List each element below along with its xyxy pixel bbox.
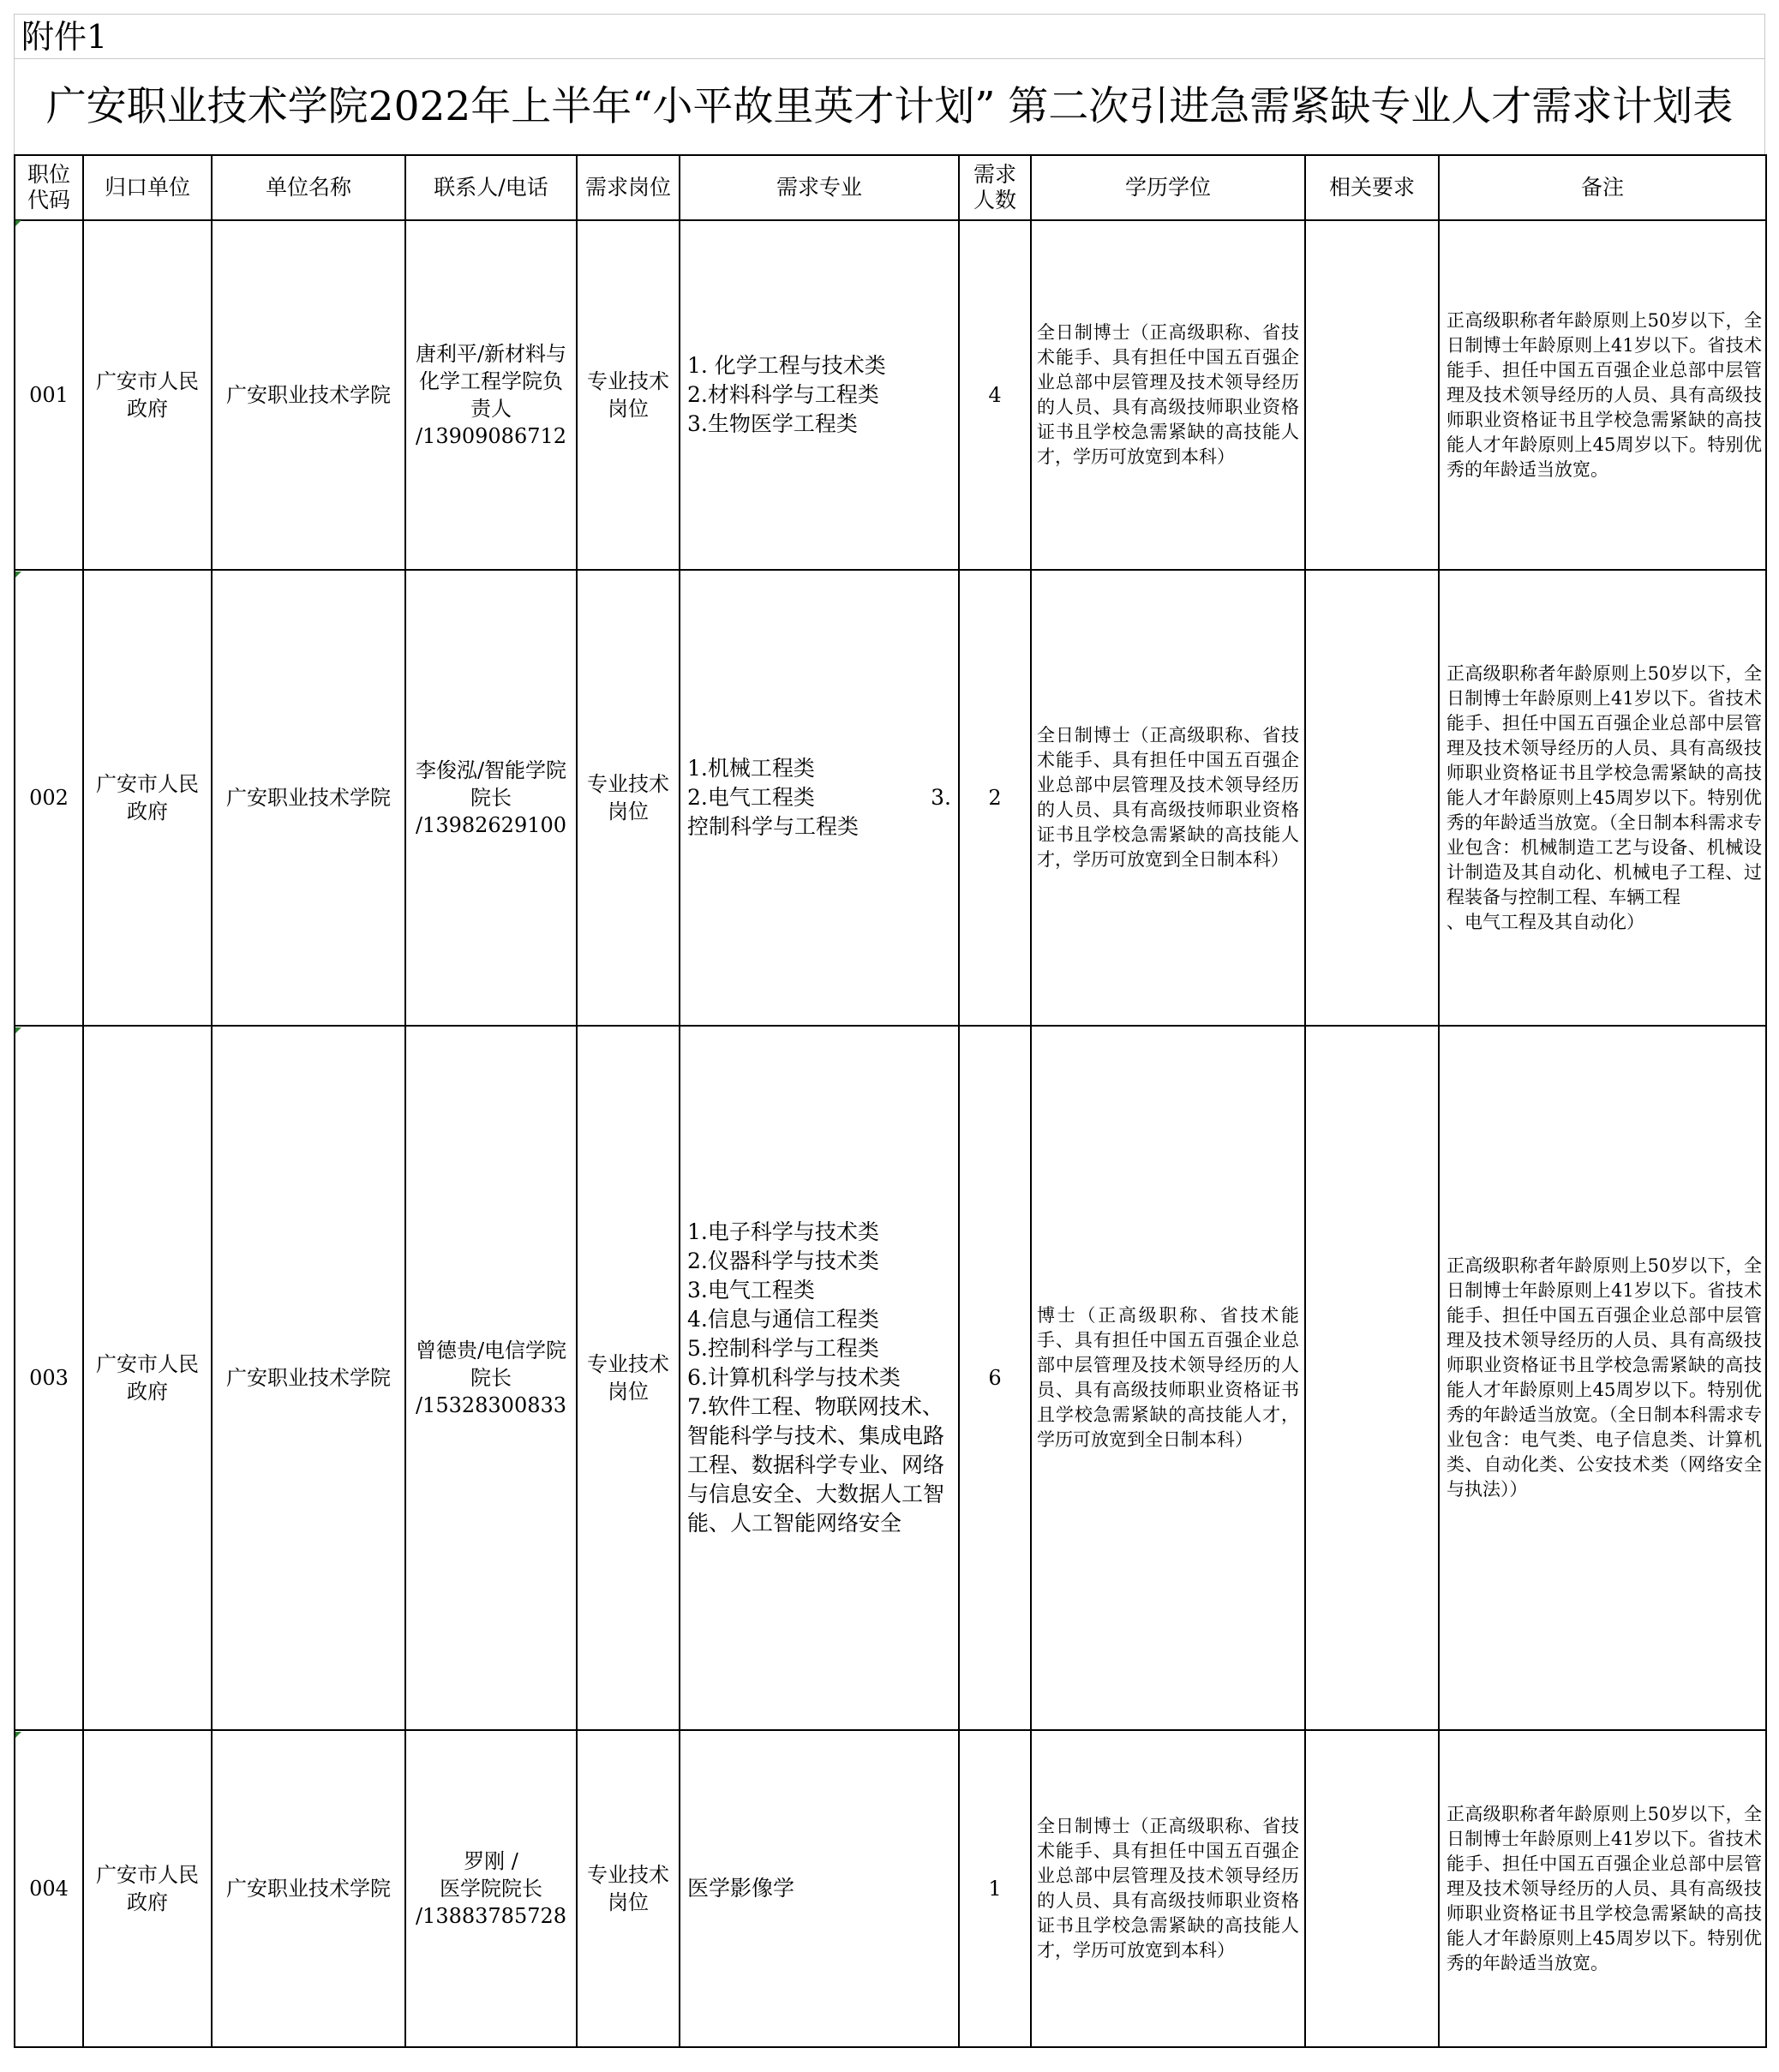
cell-contact-line: 李俊泓/智能学院 [415,758,567,782]
cell-post[interactable] [577,570,680,1026]
major-item: 医学影像学 [687,1876,795,1901]
cell-major[interactable] [680,220,959,570]
header-major[interactable]: 需求专业 [680,155,959,220]
cell-note[interactable]: 正高级职称者年龄原则上50岁以下，全日制博士年龄原则上41岁以下。省技术能手、担任中国五百强企业总部中层管理及技术领导经历的人员、具有高级技师职业资格证书且学校急需紧缺的高技能人才年龄原则上45周岁以下。特别优秀的年龄适当放宽。 [1439,220,1766,570]
header-count[interactable] [959,155,1031,220]
major-item: 4.信息与通信工程类 [687,1307,879,1332]
header-code-line2: 代码 [27,188,70,213]
cell-contact[interactable] [405,1026,577,1730]
major-item: 1.电子科学与技术类 [687,1219,879,1244]
header-contact[interactable]: 联系人/电话 [405,155,577,220]
cell-unit-line: 广安市人民 [96,1352,199,1376]
cell-req[interactable] [1305,570,1439,1026]
cell-count[interactable]: 1 [959,1730,1031,2047]
table-row [15,1026,1766,1730]
cell-code[interactable]: 004 [15,1730,83,2047]
cell-note[interactable] [1439,570,1766,1026]
cell-post-line: 岗位 [608,397,649,421]
header-post[interactable]: 需求岗位 [577,155,680,220]
cell-unit-line: 广安市人民 [96,369,199,393]
major-item: 2.材料科学与工程类 [687,382,879,407]
cell-edu[interactable]: 博士（正高级职称、省技术能手、具有担任中国五百强企业总部中层管理及技术领导经历的人员、具有高级技师职业资格证书且学校急需紧缺的高技能人才，学历可放宽到全日制本科） [1031,1026,1305,1730]
cell-contact-line: /13909086712 [415,424,567,448]
major-item: 1. 化学工程与技术类 [687,353,886,378]
cell-post-line: 专业技术 [587,1863,669,1887]
major-item: 1.机械工程类 [687,756,815,781]
major-item: 6.计算机科学与技术类 [687,1365,901,1390]
cell-unit-line: 政府 [127,397,168,421]
cell-contact-line: 院长 [470,786,512,810]
cell-code[interactable]: 003 [15,1026,83,1730]
cell-post[interactable] [577,1730,680,2047]
cell-contact[interactable] [405,1730,577,2047]
cell-name[interactable]: 广安职业技术学院 [212,570,405,1026]
note-text-tail: 、电气工程及其自动化） [1447,911,1644,932]
major-item: 3.生物医学工程类 [687,411,858,436]
cell-req[interactable] [1305,1026,1439,1730]
header-count-line1: 需求 [973,162,1016,187]
cell-edu[interactable]: 全日制博士（正高级职称、省技术能手、具有担任中国五百强企业总部中层管理及技术领导经历的人员、具有高级技师职业资格证书且学校急需紧缺的高技能人才，学历可放宽到本科） [1031,220,1305,570]
cell-contact-line: 唐利平/新材料与 [415,342,567,366]
header-code[interactable] [15,155,83,220]
cell-contact-line: 曾德贵/电信学院 [415,1338,567,1362]
cell-name[interactable]: 广安职业技术学院 [212,1730,405,2047]
cell-req[interactable] [1305,220,1439,570]
cell-post-line: 岗位 [608,1380,649,1404]
cell-post[interactable] [577,220,680,570]
cell-unit-line: 政府 [127,1890,168,1914]
cell-post-line: 专业技术 [587,369,669,393]
cell-name[interactable]: 广安职业技术学院 [212,220,405,570]
major-item-suffix: 3. [931,785,951,810]
header-code-line1: 职位 [27,162,70,187]
cell-major[interactable] [680,1026,959,1730]
cell-contact-line: /13982629100 [415,813,567,837]
cell-post[interactable] [577,1026,680,1730]
major-item: 7.软件工程、物联网技术、智能科学与技术、集成电路工程、数据科学专业、网络与信息安全、大数据人工智能、人工智能网络安全 [687,1394,945,1536]
cell-note[interactable]: 正高级职称者年龄原则上50岁以下，全日制博士年龄原则上41岁以下。省技术能手、担任中国五百强企业总部中层管理及技术领导经历的人员、具有高级技师职业资格证书且学校急需紧缺的高技能人才年龄原则上45周岁以下。特别优秀的年龄适当放宽。 [1439,1730,1766,2047]
major-item: 3.电气工程类 [687,1278,815,1302]
cell-unit-line: 政府 [127,799,168,823]
cell-edu[interactable]: 全日制博士（正高级职称、省技术能手、具有担任中国五百强企业总部中层管理及技术领导经历的人员、具有高级技师职业资格证书且学校急需紧缺的高技能人才，学历可放宽到本科） [1031,1730,1305,2047]
header-edu[interactable]: 学历学位 [1031,155,1305,220]
cell-code[interactable]: 002 [15,570,83,1026]
cell-contact-line: 医学院院长 [440,1877,542,1901]
cell-count[interactable]: 4 [959,220,1031,570]
cell-unit-line: 广安市人民 [96,772,199,796]
cell-unit-line: 政府 [127,1380,168,1404]
cell-req[interactable] [1305,1730,1439,2047]
cell-contact-line: 责人 [470,397,512,421]
cell-note[interactable]: 正高级职称者年龄原则上50岁以下，全日制博士年龄原则上41岁以下。省技术能手、担任中国五百强企业总部中层管理及技术领导经历的人员、具有高级技师职业资格证书且学校急需紧缺的高技能人才年龄原则上45周岁以下。特别优秀的年龄适当放宽。（全日制本科需求专业包含：电气类、电子信息类、计算机类、自动化类、公安技术类（网络安全与执法）） [1439,1026,1766,1730]
cell-code[interactable]: 001 [15,220,83,570]
cell-post-line: 专业技术 [587,1352,669,1376]
cell-major[interactable] [680,570,959,1026]
cell-unit[interactable] [83,220,212,570]
cell-contact-line: /13883785728 [415,1904,567,1928]
cell-post-line: 专业技术 [587,772,669,796]
cell-unit[interactable] [83,1730,212,2047]
cell-contact-line: /15328300833 [415,1393,567,1417]
cell-major[interactable] [680,1730,959,2047]
cell-unit-line: 广安市人民 [96,1863,199,1887]
cell-contact-line: 罗刚 / [464,1849,518,1873]
comment-marker-icon [15,1027,21,1033]
comment-marker-icon [15,572,21,578]
cell-contact-line: 化学工程学院负 [419,369,563,393]
cell-unit[interactable] [83,570,212,1026]
recruitment-table [14,154,1767,2048]
table-row [15,220,1766,570]
table-row [15,570,1766,1026]
cell-count[interactable]: 6 [959,1026,1031,1730]
note-text: 正高级职称者年龄原则上50岁以下，全日制博士年龄原则上41岁以下。省技术能手、担任中国五百强企业总部中层管理及技术领导经历的人员、具有高级技师职业资格证书且学校急需紧缺的高技能人才年龄原则上45周岁以下。特别优秀的年龄适当放宽。（全日制本科需求专业包含：机械制造工艺与设备、机械设计制造及其自动化、机械电子工程、过程装备与控制工程、车辆工程 [1447,662,1762,907]
cell-edu[interactable]: 全日制博士（正高级职称、省技术能手、具有担任中国五百强企业总部中层管理及技术领导经历的人员、具有高级技师职业资格证书且学校急需紧缺的高技能人才，学历可放宽到全日制本科） [1031,570,1305,1026]
major-item: 2.仪器科学与技术类 [687,1249,879,1273]
major-item: 2.电气工程类 [687,785,815,810]
cell-count[interactable]: 2 [959,570,1031,1026]
major-item: 控制科学与工程类 [687,814,860,839]
cell-post-line: 岗位 [608,1890,649,1914]
header-unit[interactable]: 归口单位 [83,155,212,220]
header-name[interactable]: 单位名称 [212,155,405,220]
spreadsheet-sheet [14,14,1765,2048]
cell-unit[interactable] [83,1026,212,1730]
attachment-label: 附件1 [14,14,1765,58]
header-req[interactable]: 相关要求 [1305,155,1439,220]
header-note[interactable]: 备注 [1439,155,1766,220]
header-row [15,155,1766,220]
cell-contact-line: 院长 [470,1366,512,1390]
comment-marker-icon [15,220,21,226]
header-count-line2: 人数 [973,188,1016,213]
cell-contact[interactable] [405,570,577,1026]
major-item: 5.控制科学与工程类 [687,1336,879,1361]
cell-contact[interactable] [405,220,577,570]
cell-post-line: 岗位 [608,799,649,823]
page-title: 广安职业技术学院2022年上半年“小平故里英才计划” 第二次引进急需紧缺专业人才需求计划表 [14,58,1765,154]
table-row [15,1730,1766,2047]
comment-marker-icon [15,1732,21,1738]
cell-name[interactable]: 广安职业技术学院 [212,1026,405,1730]
major-item-row [687,783,951,812]
